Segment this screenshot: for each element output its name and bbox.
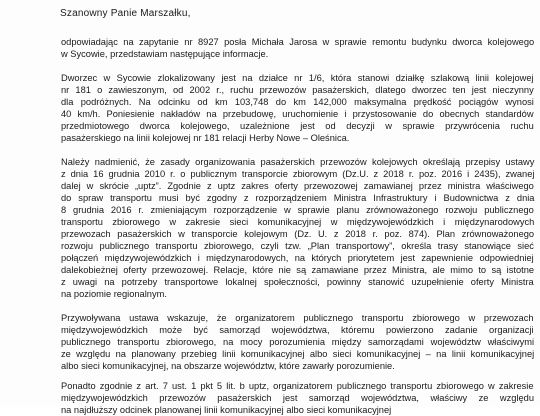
text-line: przedmiotowego dworca kolejowego, uzależnione jest od decyzji w sprawie przywrócenia ruchu (61, 121, 534, 131)
text-line: w Sycowie, przedstawiam następujące informacje. (61, 49, 269, 59)
salutation: Szanowny Panie Marszałku, (60, 8, 191, 19)
paragraph-transport-rules (61, 156, 534, 300)
text-line: z dnia 16 grudnia 2010 r. o publicznym transporcie zbiorowym (Dz.U. z 2018 r. poz. 2016 i 2435), zwanej (61, 169, 535, 179)
text-line: do spraw transportu musi być zgodny z rozporządzeniem Ministra Infrastruktury i Budownictwa z dnia (61, 193, 535, 203)
paragraph-organizer (61, 312, 534, 372)
text-line: dalekobieżnej oferty przewozowej. Relacje, które nie są zamawiane przez Ministra, ale mimo to są istotne (61, 265, 535, 275)
text-line: pasażerskiego na linii kolejowej nr 181 relacji Herby Nowe – Oleśnica. (61, 133, 350, 143)
text-line: na poziomie regionalnym. (61, 289, 167, 299)
text-line: ze względu na planowany przebieg linii komunikacyjnej albo sieci komunikacyjnej – na linii komunikacyjnej (61, 349, 535, 359)
paragraph-reply-intro (61, 36, 534, 60)
text-line: rozwoju publicznego transportu zbiorowego, czyli tzw. „Plan transportowy”, określa trasy stanowiące sieć (61, 241, 534, 251)
text-line: transportu zbiorowego w zakresie sieci komunikacyjnej w międzywojewódzkich i międzynarodowych (61, 217, 535, 227)
text-line: dalej w skrócie „uptz”. Zgodnie z uptz zakres oferty przewozowej zamawianej przez ministra właściwego (61, 181, 534, 191)
text-line: międzywojewódzkich przewozów pasażerskich jest samorząd województwa, właściwy ze względu (61, 393, 534, 403)
text-line: połączeń międzywojewódzkich i międzynarodowych, na których priorytetem jest zapewnienie odpowiedniej (61, 253, 534, 263)
text-line: albo sieci komunikacyjnej, na obszarze województw, które zawarły porozumienie. (61, 361, 395, 371)
text-line: międzywojewódzkich może być samorząd województwa, któremu powierzono zadanie organizacji (61, 325, 534, 335)
text-line: na najdłuższy odcinek planowanej linii komunikacyjnej albo sieci komunikacyjnej (61, 405, 392, 415)
text-line: Należy nadmienić, że zasady organizowania pasażerskich przewozów kolejowych określają przepisy ustawy (61, 157, 535, 167)
text-line: odpowiadając na zapytanie nr 8927 posła Michała Jarosa w sprawie remontu budynku dworca kolejowego (61, 37, 535, 47)
text-line: Ponadto zgodnie z art. 7 ust. 1 pkt 5 lit. b uptz, organizatorem publicznego transportu zbiorowego w zakresie (61, 381, 534, 391)
text-line: Dworzec w Sycowie zlokalizowany jest na działce nr 1/6, która stanowi działkę szlakową linii kolejowej (61, 73, 534, 83)
text-line: nr 181 o zawieszonym, od 2002 r., ruchu przewozów pasażerskich, dlatego dworzec ten jest nieczynny (61, 85, 534, 95)
text-line: z uwagi na potrzeby transportowe lokalnej społeczności, powinny stanowić uzupełnienie oferty Ministra (61, 277, 534, 287)
text-line: publicznego transportu zbiorowego, na mocy porozumienia między samorządami województw właściwymi (61, 337, 535, 347)
text-line: Przywoływana ustawa wskazuje, że organizatorem publicznego transportu zbiorowego w przewozach (61, 313, 534, 323)
text-line: przewozach pasażerskich w transporcie kolejowym (Dz. U. z 2018 r. poz. 874). Plan zrównoważonego (61, 229, 535, 239)
text-line: 40 km/h. Poniesienie nakładów na przebudowę, uruchomienie i przystosowanie do obecnych standardów (61, 109, 534, 119)
text-line: dla podróżnych. Na odcinku od km 103,748 do km 142,000 maksymalna prędkość pociągów wynosi (61, 97, 534, 107)
paragraph-article-7 (61, 380, 534, 416)
text-line: 8 grudnia 2016 r. zmieniającym rozporządzenie w sprawie planu zrównoważonego rozwoju publicznego (61, 205, 534, 215)
paragraph-station-location (61, 72, 534, 144)
